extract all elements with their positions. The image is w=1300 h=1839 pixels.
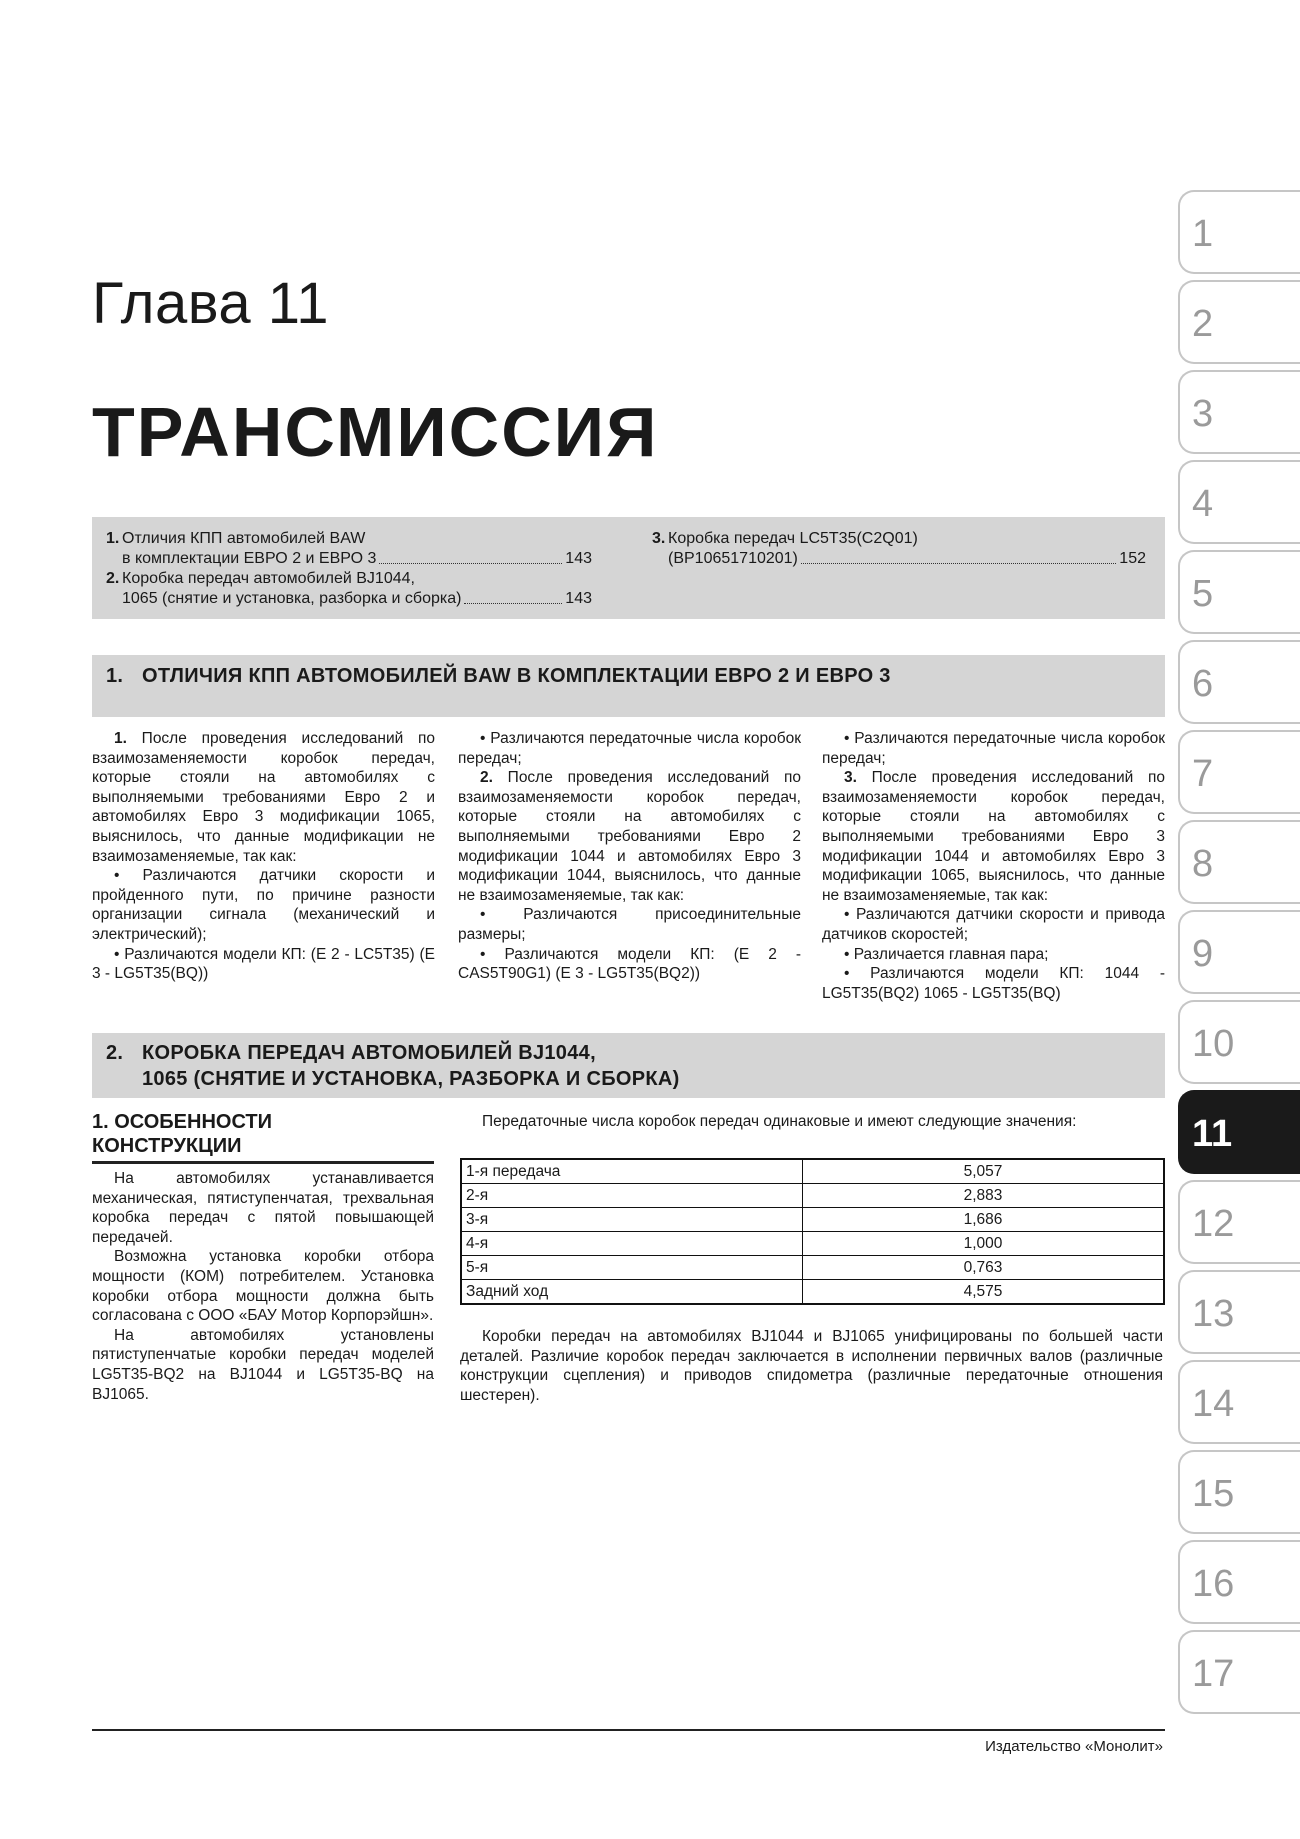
subsection-title-line-2: КОНСТРУКЦИИ <box>92 1135 242 1157</box>
ratio-cell: 1,686 <box>803 1208 1165 1232</box>
chapter-tab-11-active[interactable]: 11 <box>1178 1090 1300 1174</box>
chapter-title: ТРАНСМИССИЯ <box>92 393 659 471</box>
bullet-item: • Различаются модели КП: 1044 - LG5T35(BQ2) 1065 - LG5T35(BQ) <box>822 965 1165 1002</box>
chapter-tab-9[interactable]: 9 <box>1178 910 1300 994</box>
toc-item-2[interactable] <box>92 569 592 609</box>
chapter-tab-4[interactable]: 4 <box>1178 460 1300 544</box>
chapter-tab-13[interactable]: 13 <box>1178 1270 1300 1354</box>
toc-item-line: Коробка передач LC5T35(C2Q01) <box>668 530 918 547</box>
toc-item-page: 143 <box>565 550 592 567</box>
publisher-footer: Издательство «Монолит» <box>985 1738 1163 1755</box>
section-number: 1. <box>106 665 124 687</box>
ratio-cell: 2,883 <box>803 1184 1165 1208</box>
chapter-tab-15[interactable]: 15 <box>1178 1450 1300 1534</box>
section-title: ОТЛИЧИЯ КПП АВТОМОБИЛЕЙ BAW В КОМПЛЕКТАЦИИ ЕВРО 2 И ЕВРО 3 <box>142 665 891 687</box>
toc-item-line: Коробка передач автомобилей BJ1044, <box>122 570 415 587</box>
paragraph: Возможна установка коробки отбора мощности (КОМ) потребителем. Установка коробки отбора мощности должна быть согласована с ООО «БАУ Мотор Корпорэйшн». <box>92 1248 434 1325</box>
toc-item-page: 152 <box>1119 550 1146 567</box>
chapter-tab-2[interactable]: 2 <box>1178 280 1300 364</box>
chapter-tab-3[interactable]: 3 <box>1178 370 1300 454</box>
chapter-tab-6[interactable]: 6 <box>1178 640 1300 724</box>
toc-item-number: 3. <box>652 530 666 547</box>
table-row <box>461 1159 1164 1184</box>
chapter-tab-14[interactable]: 14 <box>1178 1360 1300 1444</box>
bullet-item: • Различается главная пара; <box>844 945 1049 963</box>
ratios-intro: Передаточные числа коробок передач одинаковые и имеют следующие значения: <box>482 1113 1077 1130</box>
chapter-tab-1[interactable]: 1 <box>1178 190 1300 274</box>
paragraph-number: 2. <box>480 769 493 787</box>
bullet-item: • Различаются передаточные числа коробок передач; <box>458 730 801 767</box>
text-column-2 <box>458 729 801 984</box>
bullet-item: • Различаются модели КП: (Е 2 - LC5T35) (Е 3 - LG5T35(BQ)) <box>92 945 435 983</box>
toc-item-line: 1065 (снятие и установка, разборка и сборка) <box>122 590 462 607</box>
bullet-item: • Различаются модели КП: (Е 2 - CAS5T90G1) (Е 3 - LG5T35(BQ2)) <box>458 945 801 983</box>
toc-item-line: в комплектации ЕВРО 2 и ЕВРО 3 <box>122 550 377 567</box>
toc-item-3[interactable] <box>638 529 1146 569</box>
text-column-3 <box>822 729 1165 1003</box>
section-heading-1 <box>92 655 1165 717</box>
chapter-tab-5[interactable]: 5 <box>1178 550 1300 634</box>
gear-cell: 2-я <box>461 1184 803 1208</box>
table-row <box>461 1208 1164 1232</box>
chapter-tab-10[interactable]: 10 <box>1178 1000 1300 1084</box>
paragraph-number: 1. <box>114 730 127 747</box>
ratio-cell: 4,575 <box>803 1280 1165 1305</box>
chapter-tab-8[interactable]: 8 <box>1178 820 1300 904</box>
gear-cell: 3-я <box>461 1208 803 1232</box>
paragraph-number: 3. <box>844 769 857 787</box>
subsection-title-line-1: 1. ОСОБЕННОСТИ <box>92 1111 272 1133</box>
toc-item-number: 2. <box>106 570 120 587</box>
table-row <box>461 1184 1164 1208</box>
paragraph: После проведения исследований по взаимозаменяемости коробок передач, которые стояли на автомобилях с выполняемыми требованиями Евро 2 и автомобилях Евро 3 модификации 1065, выяснилось, что данные модификации не взаимозаменяемые, так как: <box>92 730 435 865</box>
gear-cell: Задний ход <box>461 1280 803 1305</box>
bullet-item: • Различаются датчики скорости и пройденного пути, по причине разности организации сигнала (механический и электрический); <box>92 867 435 943</box>
bullet-item: • Различаются передаточные числа коробок передач; <box>822 730 1165 767</box>
table-row <box>461 1280 1164 1305</box>
subsection-heading <box>92 1110 432 1158</box>
chapter-tab-7[interactable]: 7 <box>1178 730 1300 814</box>
design-features-text <box>92 1169 434 1404</box>
gear-cell: 1-я передача <box>461 1159 803 1184</box>
paragraph: После проведения исследований по взаимозаменяемости коробок передач, которые стояли на автомобилях с выполняемыми требованиями Евро 3 модификации 1044 и автомобилях Евро 3 модификации 1065, выяснилось, что данные не взаимозаменяемые, так как: <box>822 769 1165 904</box>
chapter-tab-16[interactable]: 16 <box>1178 1540 1300 1624</box>
gear-ratios-table <box>460 1158 1165 1305</box>
section-number: 2. <box>106 1042 124 1064</box>
toc-item-line: (BP10651710201) <box>668 550 798 567</box>
footer-rule <box>92 1729 1165 1731</box>
ratio-cell: 1,000 <box>803 1232 1165 1256</box>
ratio-cell: 0,763 <box>803 1256 1165 1280</box>
paragraph: Коробки передач на автомобилях BJ1044 и BJ1065 унифицированы по большей части деталей. Различие коробок передач заключается в исполнении первичных валов (различные конструкции сцепления) и приводов спидометра (различные передаточные отношения шестерен). <box>460 1328 1163 1404</box>
text-column-1 <box>92 729 435 984</box>
gear-cell: 4-я <box>461 1232 803 1256</box>
subsection-rule <box>92 1161 434 1164</box>
table-row <box>461 1256 1164 1280</box>
table-of-contents <box>92 517 1165 619</box>
section-heading-2 <box>92 1033 1165 1098</box>
table-row <box>461 1232 1164 1256</box>
chapter-tab-17[interactable]: 17 <box>1178 1630 1300 1714</box>
bullet-item: • Различаются датчики скорости и привода датчиков скоростей; <box>822 906 1165 943</box>
toc-item-page: 143 <box>565 590 592 607</box>
bullet-item: • Различаются присоединительные размеры; <box>458 906 801 943</box>
ratio-cell: 5,057 <box>803 1159 1165 1184</box>
chapter-tab-12[interactable]: 12 <box>1178 1180 1300 1264</box>
section-title-line-2: 1065 (СНЯТИЕ И УСТАНОВКА, РАЗБОРКА И СБОРКА) <box>142 1068 680 1090</box>
paragraph: После проведения исследований по взаимозаменяемости коробок передач, которые стояли на автомобилях с выполняемыми требованиями Евро 2 модификации 1044 и автомобилях Евро 3 модификации 1044, выяснилось, что данные не взаимозаменяемые, так как: <box>458 769 801 904</box>
paragraph: На автомобилях устанавливается механическая, пятиступенчатая, трехвальная коробка передач с пятой повышающей передачей. <box>92 1170 434 1246</box>
paragraph: На автомобилях установлены пятиступенчатые коробки передач моделей LG5T35-BQ2 на BJ1044 и LG5T35-BQ на BJ1065. <box>92 1326 434 1403</box>
toc-item-1[interactable] <box>92 529 592 569</box>
chapter-label: Глава 11 <box>92 271 329 336</box>
toc-item-number: 1. <box>106 530 120 547</box>
section-title-line-1: КОРОБКА ПЕРЕДАЧ АВТОМОБИЛЕЙ BJ1044, <box>142 1042 596 1064</box>
toc-item-line: Отличия КПП автомобилей BAW <box>122 530 366 547</box>
gear-cell: 5-я <box>461 1256 803 1280</box>
